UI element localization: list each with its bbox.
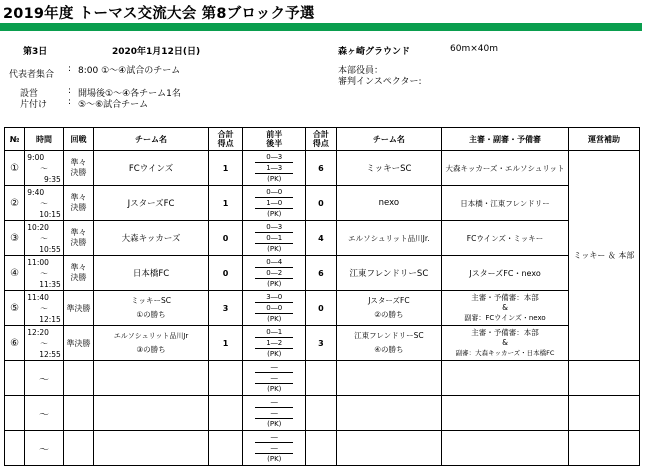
- time-cell: [25, 291, 64, 326]
- team-b-name: JスターズFC: [368, 296, 410, 305]
- end-time: 12:55: [39, 349, 61, 359]
- referees-sub: 副審：大森キッカーズ・日本橋FC: [455, 349, 555, 357]
- table-row: [5, 256, 640, 291]
- referee-inspector-label: 審判インスペクター:: [338, 77, 422, 87]
- table-row: [5, 221, 640, 256]
- referees: [442, 291, 569, 326]
- team-a: 大森キッカーズ: [94, 221, 209, 256]
- cleanup-colon: :: [68, 97, 72, 107]
- score-a: 0: [208, 221, 242, 256]
- referees: 日本橋・江東フレンドリー: [442, 186, 569, 221]
- half-scores: 0―3 0―1 (PK): [243, 221, 306, 256]
- score-a: 0: [208, 256, 242, 291]
- col-header-time: 時間: [25, 128, 64, 151]
- end-time: 10:55: [39, 244, 61, 254]
- team-b-qualifier: ④の勝ち: [374, 345, 404, 354]
- half-scores: 0―3 1―3 (PK): [243, 151, 306, 186]
- score-b: 4: [306, 221, 336, 256]
- tilde: ～: [40, 303, 48, 313]
- time-cell: [25, 326, 64, 361]
- team-b-name: 江東フレンドリーSC: [354, 331, 424, 340]
- tilde: ～: [40, 268, 48, 278]
- time-cell: [25, 186, 64, 221]
- tilde: ～: [25, 361, 64, 396]
- referees-amp: &: [502, 338, 508, 347]
- half-scores: ― ― (PK): [243, 361, 306, 396]
- tilde: ～: [25, 396, 64, 431]
- half-scores: ― ― (PK): [243, 431, 306, 466]
- referees: FCウインズ・ミッキー: [442, 221, 569, 256]
- col-header-team-b: チーム名: [336, 128, 441, 151]
- match-no: ②: [5, 186, 25, 221]
- round: 準々決勝: [63, 151, 93, 186]
- half-scores: 0―0 1―0 (PK): [243, 186, 306, 221]
- end-time: 12:15: [39, 314, 61, 324]
- team-a: [94, 291, 209, 326]
- rep-meeting-colon: :: [68, 64, 72, 74]
- match-no: ④: [5, 256, 25, 291]
- title-underline-bar: [0, 23, 642, 31]
- team-a-name: エルソシュリット品川Jr: [113, 332, 189, 340]
- score-b: 6: [306, 256, 336, 291]
- rep-meeting-label: 代表者集合: [9, 70, 55, 80]
- end-time: 9:35: [43, 174, 61, 184]
- referees-amp: &: [502, 303, 508, 312]
- match-no: ①: [5, 151, 25, 186]
- col-header-total-b: 合計得点: [306, 128, 336, 151]
- tilde: ～: [40, 163, 48, 173]
- tilde: ～: [25, 431, 64, 466]
- half-scores: 0―4 0―2 (PK): [243, 256, 306, 291]
- setup-value: 開場後①～④各チーム1名: [78, 89, 181, 99]
- referees-sub: 副審：FCウインズ・nexo: [464, 314, 546, 322]
- referees: JスターズFC・nexo: [442, 256, 569, 291]
- start-time: 11:40: [27, 292, 49, 302]
- team-a-qualifier: ①の勝ち: [136, 310, 166, 319]
- time-cell: [25, 151, 64, 186]
- match-no: ⑤: [5, 291, 25, 326]
- col-header-no: №: [5, 128, 25, 151]
- rep-meeting-value: 8:00 ①～④試合のチーム: [78, 66, 181, 76]
- col-header-team-a: チーム名: [94, 128, 209, 151]
- team-b: 江東フレンドリーSC: [336, 256, 441, 291]
- table-row: [5, 291, 640, 326]
- half-scores: ― ― (PK): [243, 396, 306, 431]
- setup-colon: :: [68, 86, 72, 96]
- score-b: 0: [306, 291, 336, 326]
- team-a: 日本橋FC: [94, 256, 209, 291]
- start-time: 9:40: [27, 187, 45, 197]
- hq-officials-label: 本部役員：: [338, 66, 384, 76]
- match-schedule-table: [4, 127, 640, 466]
- half-scores: 0―1 1―2 (PK): [243, 326, 306, 361]
- team-b: [336, 291, 441, 326]
- tilde: ～: [40, 338, 48, 348]
- setup-label: 設営: [20, 89, 39, 99]
- support-cell: ミッキー ＆ 本部: [568, 151, 639, 361]
- team-a: JスターズFC: [94, 186, 209, 221]
- col-header-round: 回戦: [63, 128, 93, 151]
- cleanup-label: 片付け: [20, 100, 48, 110]
- end-time: 11:35: [39, 279, 61, 289]
- team-a-qualifier: ③の勝ち: [136, 345, 166, 354]
- col-header-referees: 主審・副審・予備審: [442, 128, 569, 151]
- referees-main: 主審・予備審：本部: [471, 328, 539, 337]
- start-time: 10:20: [27, 222, 49, 232]
- start-time: 12:20: [27, 327, 49, 337]
- tilde: ～: [40, 198, 48, 208]
- team-b: ミッキーSC: [336, 151, 441, 186]
- venue-name: 森ヶ崎グラウンド: [338, 47, 411, 57]
- time-cell: [25, 256, 64, 291]
- match-date: 2020年1月12日(日): [112, 47, 201, 57]
- start-time: 11:00: [27, 257, 49, 267]
- team-b: [336, 326, 441, 361]
- time-cell: [25, 221, 64, 256]
- tilde: ～: [40, 233, 48, 243]
- referees: 大森キッカーズ・エルソシュリット: [442, 151, 569, 186]
- referees: [442, 326, 569, 361]
- field-size: 60m×40m: [450, 44, 498, 54]
- col-header-halves: 前半後半: [243, 128, 306, 151]
- table-row-empty: [5, 431, 640, 466]
- round: 準々決勝: [63, 256, 93, 291]
- table-row-empty: [5, 361, 640, 396]
- end-time: 10:15: [39, 209, 61, 219]
- match-no: ③: [5, 221, 25, 256]
- score-a: 1: [208, 151, 242, 186]
- table-header-row: [5, 128, 640, 151]
- team-b: エルソシュリット品川Jr.: [336, 221, 441, 256]
- score-b: 6: [306, 151, 336, 186]
- team-b: nexo: [336, 186, 441, 221]
- table-row: [5, 326, 640, 361]
- score-a: 1: [208, 326, 242, 361]
- round: 準決勝: [63, 291, 93, 326]
- col-header-support: 運営補助: [568, 128, 639, 151]
- half-scores: 3―0 0―0 (PK): [243, 291, 306, 326]
- score-a: 3: [208, 291, 242, 326]
- page-title: 2019年度 トーマス交流大会 第8ブロック予選: [3, 6, 315, 22]
- score-b: 3: [306, 326, 336, 361]
- team-a-name: ミッキーSC: [131, 296, 171, 305]
- table-row: [5, 186, 640, 221]
- match-no: ⑥: [5, 326, 25, 361]
- team-a: [94, 326, 209, 361]
- cleanup-value: ⑤～⑥試合チーム: [78, 100, 149, 110]
- start-time: 9:00: [27, 152, 45, 162]
- score-b: 0: [306, 186, 336, 221]
- round: 準々決勝: [63, 221, 93, 256]
- day-label: 第3日: [23, 47, 48, 57]
- round: 準決勝: [63, 326, 93, 361]
- table-row: [5, 151, 640, 186]
- table-row-empty: [5, 396, 640, 431]
- team-b-qualifier: ②の勝ち: [374, 310, 404, 319]
- round: 準々決勝: [63, 186, 93, 221]
- team-a: FCウインズ: [94, 151, 209, 186]
- score-a: 1: [208, 186, 242, 221]
- referees-main: 主審・予備審：本部: [471, 293, 539, 302]
- col-header-total-a: 合計得点: [208, 128, 242, 151]
